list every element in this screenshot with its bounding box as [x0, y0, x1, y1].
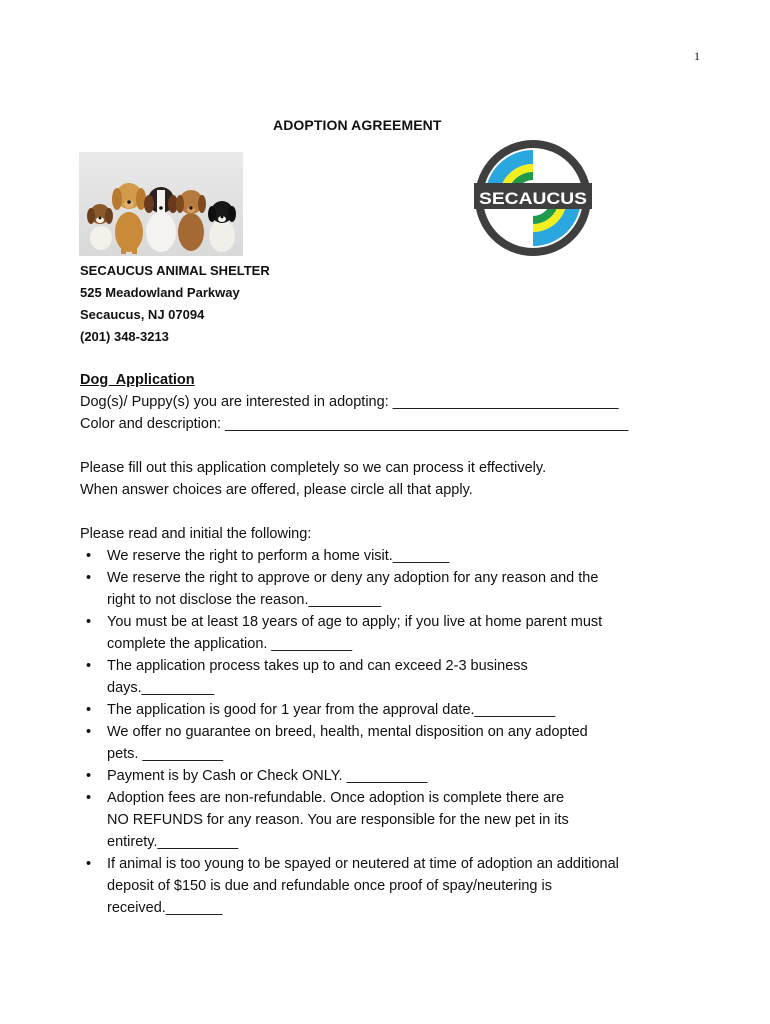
agreement-term-item — [80, 765, 650, 787]
term-line: You must be at least 18 years of age to apply; if you live at home parent must — [107, 614, 603, 630]
agreement-term-item — [80, 853, 650, 919]
term-line: NO REFUNDS for any reason. You are responsible for the new pet in its — [107, 812, 569, 828]
bullet-icon: • — [86, 570, 92, 586]
agreement-term-item — [80, 787, 650, 853]
term-line: The application process takes up to and can exceed 2-3 business — [107, 658, 528, 674]
dogs-photo — [79, 152, 243, 256]
dog-application-heading: Dog Application — [80, 372, 195, 388]
dogs-interested-field[interactable]: Dog(s)/ Puppy(s) you are interested in adopting: ____________________________ — [80, 394, 619, 410]
term-line: If animal is too young to be spayed or neutered at time of adoption an additional — [107, 856, 619, 872]
term-line: received._______ — [107, 900, 223, 916]
term-line: entirety.__________ — [107, 834, 239, 850]
shelter-address — [80, 260, 270, 348]
agreement-term-item — [80, 545, 650, 567]
term-line: Payment is by Cash or Check ONLY. __________ — [107, 768, 428, 784]
term-line: We reserve the right to perform a home visit._______ — [107, 548, 450, 564]
term-line: pets. __________ — [107, 746, 224, 762]
bullet-icon: • — [86, 724, 92, 740]
term-line: The application is good for 1 year from the approval date.__________ — [107, 702, 556, 718]
bullet-icon: • — [86, 790, 92, 806]
term-line: right to not disclose the reason._________ — [107, 592, 382, 608]
shelter-city: Secaucus, NJ 07094 — [80, 307, 205, 322]
bullet-icon: • — [86, 856, 92, 872]
term-line: days._________ — [107, 680, 215, 696]
document-title: ADOPTION AGREEMENT — [273, 117, 442, 133]
page-number: 1 — [694, 49, 700, 63]
read-initial-heading: Please read and initial the following: — [80, 526, 312, 542]
shelter-phone: (201) 348-3213 — [80, 329, 169, 344]
shelter-street: 525 Meadowland Parkway — [80, 285, 240, 300]
instructions-line-2: When answer choices are offered, please circle all that apply. — [80, 482, 473, 498]
logo-text: SECAUCUS — [479, 189, 587, 208]
instructions-line-1: Please fill out this application completely so we can process it effectively. — [80, 460, 547, 476]
secaucus-logo — [472, 138, 594, 258]
agreement-terms-list — [80, 545, 650, 919]
agreement-term-item — [80, 699, 650, 721]
agreement-term-item — [80, 721, 650, 765]
bullet-icon: • — [86, 658, 92, 674]
shelter-name: SECAUCUS ANIMAL SHELTER — [80, 263, 270, 278]
agreement-term-item — [80, 567, 650, 611]
term-line: deposit of $150 is due and refundable once proof of spay/neutering is — [107, 878, 552, 894]
term-line: Adoption fees are non-refundable. Once adoption is complete there are — [107, 790, 565, 806]
bullet-icon: • — [86, 614, 92, 630]
term-line: We offer no guarantee on breed, health, mental disposition on any adopted — [107, 724, 588, 740]
color-description-field[interactable]: Color and description: __________________________________________________ — [80, 416, 629, 432]
agreement-term-item — [80, 655, 650, 699]
agreement-term-item — [80, 611, 650, 655]
bullet-icon: • — [86, 768, 92, 784]
term-line: We reserve the right to approve or deny any adoption for any reason and the — [107, 570, 599, 586]
bullet-icon: • — [86, 702, 92, 718]
term-line: complete the application. __________ — [107, 636, 353, 652]
bullet-icon: • — [86, 548, 92, 564]
